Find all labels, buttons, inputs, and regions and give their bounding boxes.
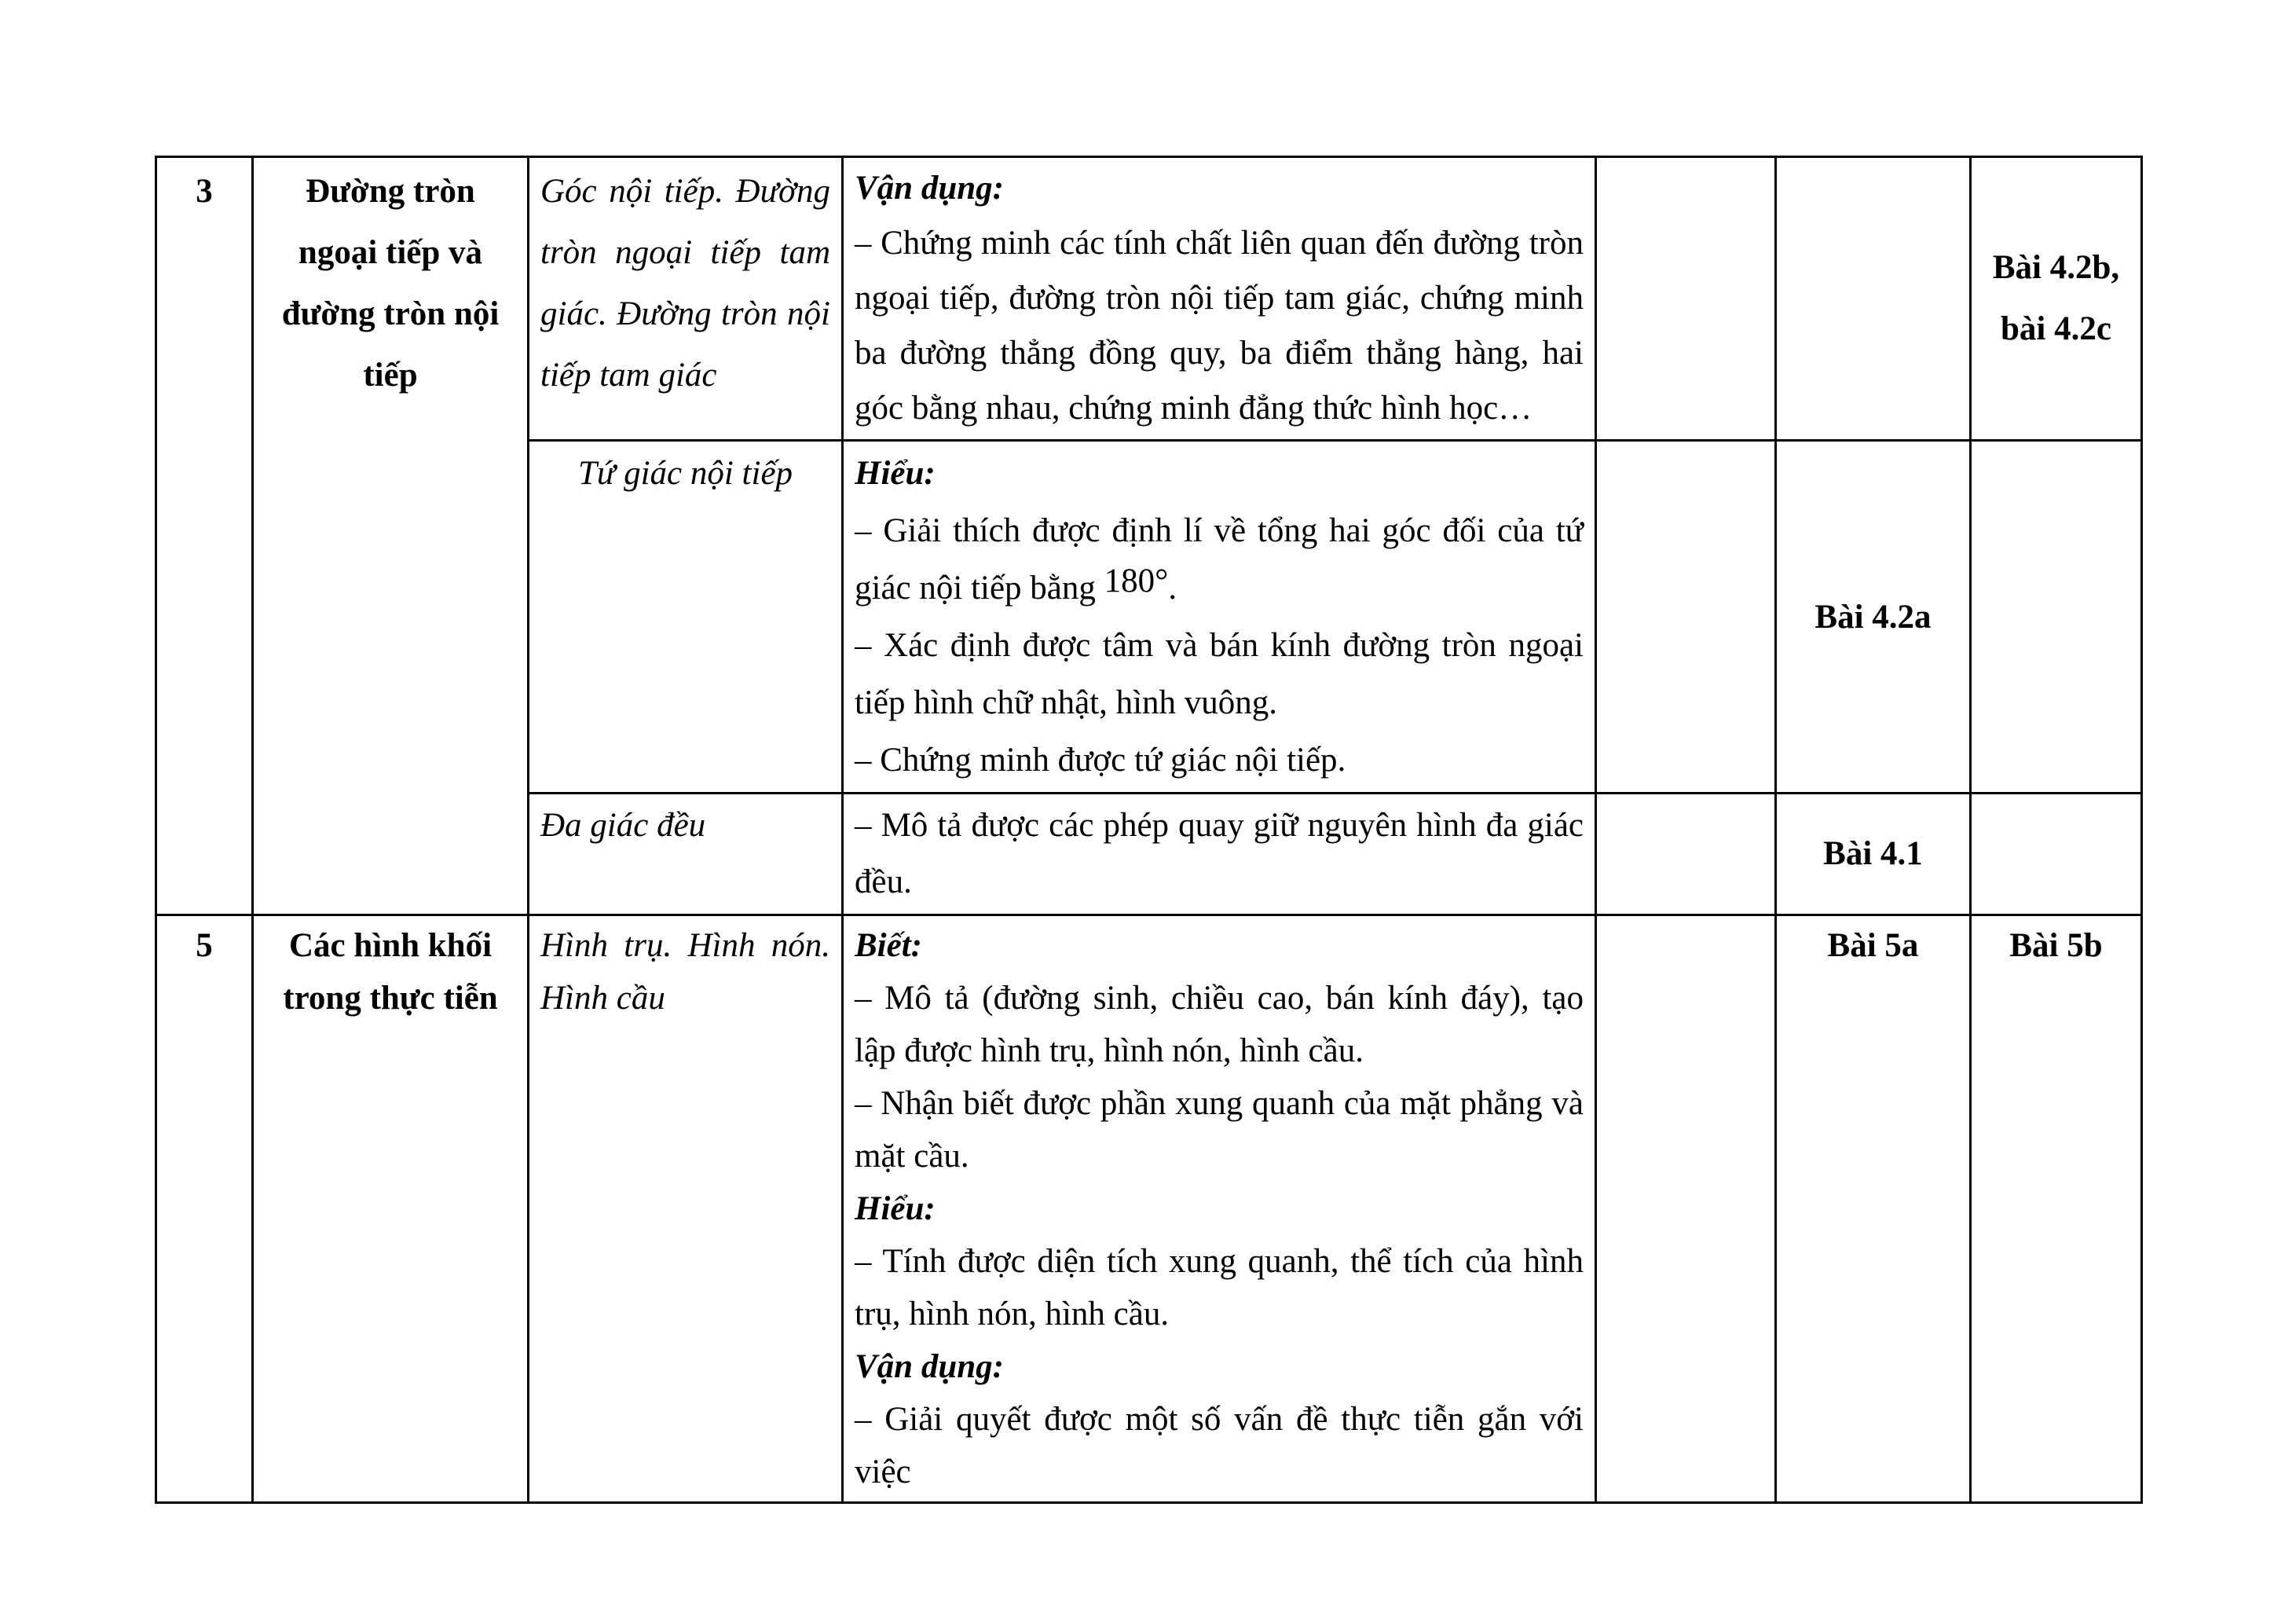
level-heading: Hiểu: [855, 455, 936, 492]
curriculum-spec-table [155, 156, 2143, 1504]
cell-empty-r1c5 [1596, 157, 1776, 441]
cell-subtopic-cylinder-cone-sphere: Hình trụ. Hình nón. Hình cầu [529, 915, 843, 1503]
cell-exercise-bai-5b: Bài 5b [1971, 915, 2142, 1503]
cell-topic-title-circles: Đường tròn ngoại tiếp và đường tròn nội tiếp [253, 157, 529, 915]
table-row [156, 157, 2142, 441]
cell-empty-r4c5 [1596, 915, 1776, 1503]
cell-topic-title-solids: Các hình khối trong thực tiễn [253, 915, 529, 1503]
requirement-text: – Xác định được tâm và bán kính đường tròn ngoại tiếp hình chữ nhật, hình vuông. [855, 627, 1584, 721]
requirement-text: – Chứng minh được tứ giác nội tiếp. [855, 742, 1346, 779]
level-heading: Vận dụng: [855, 1348, 1004, 1385]
cell-empty-r2c7 [1971, 441, 2142, 794]
level-heading: Hiểu: [855, 1190, 936, 1227]
requirement-text: – Mô tả (đường sinh, chiều cao, bán kính đáy), tạo lập được hình trụ, hình nón, hình cầu. [855, 980, 1584, 1069]
cell-subtopic-cyclic-quadrilateral: Tứ giác nội tiếp [529, 441, 843, 794]
cell-subtopic-regular-polygon: Đa giác đều [529, 794, 843, 915]
cell-empty-r3c7 [1971, 794, 2142, 915]
requirement-text: – Mô tả được các phép quay giữ nguyên hình đa giác đều. [855, 807, 1584, 900]
text-run: – Giải thích được định lí về tổng hai góc đối của tứ giác nội tiếp bằng [855, 512, 1584, 607]
cell-empty-r3c5 [1596, 794, 1776, 915]
cell-exercise-bai-5a: Bài 5a [1776, 915, 1971, 1503]
cell-requirements-regular-polygon [843, 794, 1596, 915]
level-heading: Biết: [855, 927, 922, 964]
requirement-text: – Chứng minh các tính chất liên quan đến đường tròn ngoại tiếp, đường tròn nội tiếp tam giác, chứng minh ba đường thẳng đồng quy, ba điểm thẳng hàng, hai góc bằng nhau, chứng minh đẳng thức hình học… [855, 225, 1584, 427]
math-degree-value: 180 [1104, 563, 1155, 599]
text-run: . [1168, 570, 1177, 607]
cell-empty-r1c6 [1776, 157, 1971, 441]
level-heading: Vận dụng: [855, 170, 1004, 207]
table-row [156, 915, 2142, 1503]
cell-requirements-solids [843, 915, 1596, 1503]
cell-empty-r2c5 [1596, 441, 1776, 794]
requirement-text: – Giải quyết được một số vấn đề thực tiễn gắn với việc [855, 1401, 1584, 1490]
requirement-text [855, 502, 1584, 617]
cell-requirements-cyclic-quadrilateral [843, 441, 1596, 794]
cell-subtopic-inscribed-angle: Góc nội tiếp. Đường tròn ngoại tiếp tam giác. Đường tròn nội tiếp tam giác [529, 157, 843, 441]
requirement-text: – Nhận biết được phần xung quanh của mặt phẳng và mặt cầu. [855, 1085, 1584, 1175]
cell-exercise-bai-4-2bc: Bài 4.2b, bài 4.2c [1971, 157, 2142, 441]
cell-topic-number-3: 3 [156, 157, 253, 915]
cell-requirements-circles [843, 157, 1596, 441]
math-degree-value: ° [1155, 563, 1169, 599]
cell-exercise-bai-4-1: Bài 4.1 [1776, 794, 1971, 915]
cell-topic-number-5: 5 [156, 915, 253, 1503]
requirement-text: – Tính được diện tích xung quanh, thể tích của hình trụ, hình nón, hình cầu. [855, 1243, 1584, 1333]
cell-exercise-bai-4-2a: Bài 4.2a [1776, 441, 1971, 794]
